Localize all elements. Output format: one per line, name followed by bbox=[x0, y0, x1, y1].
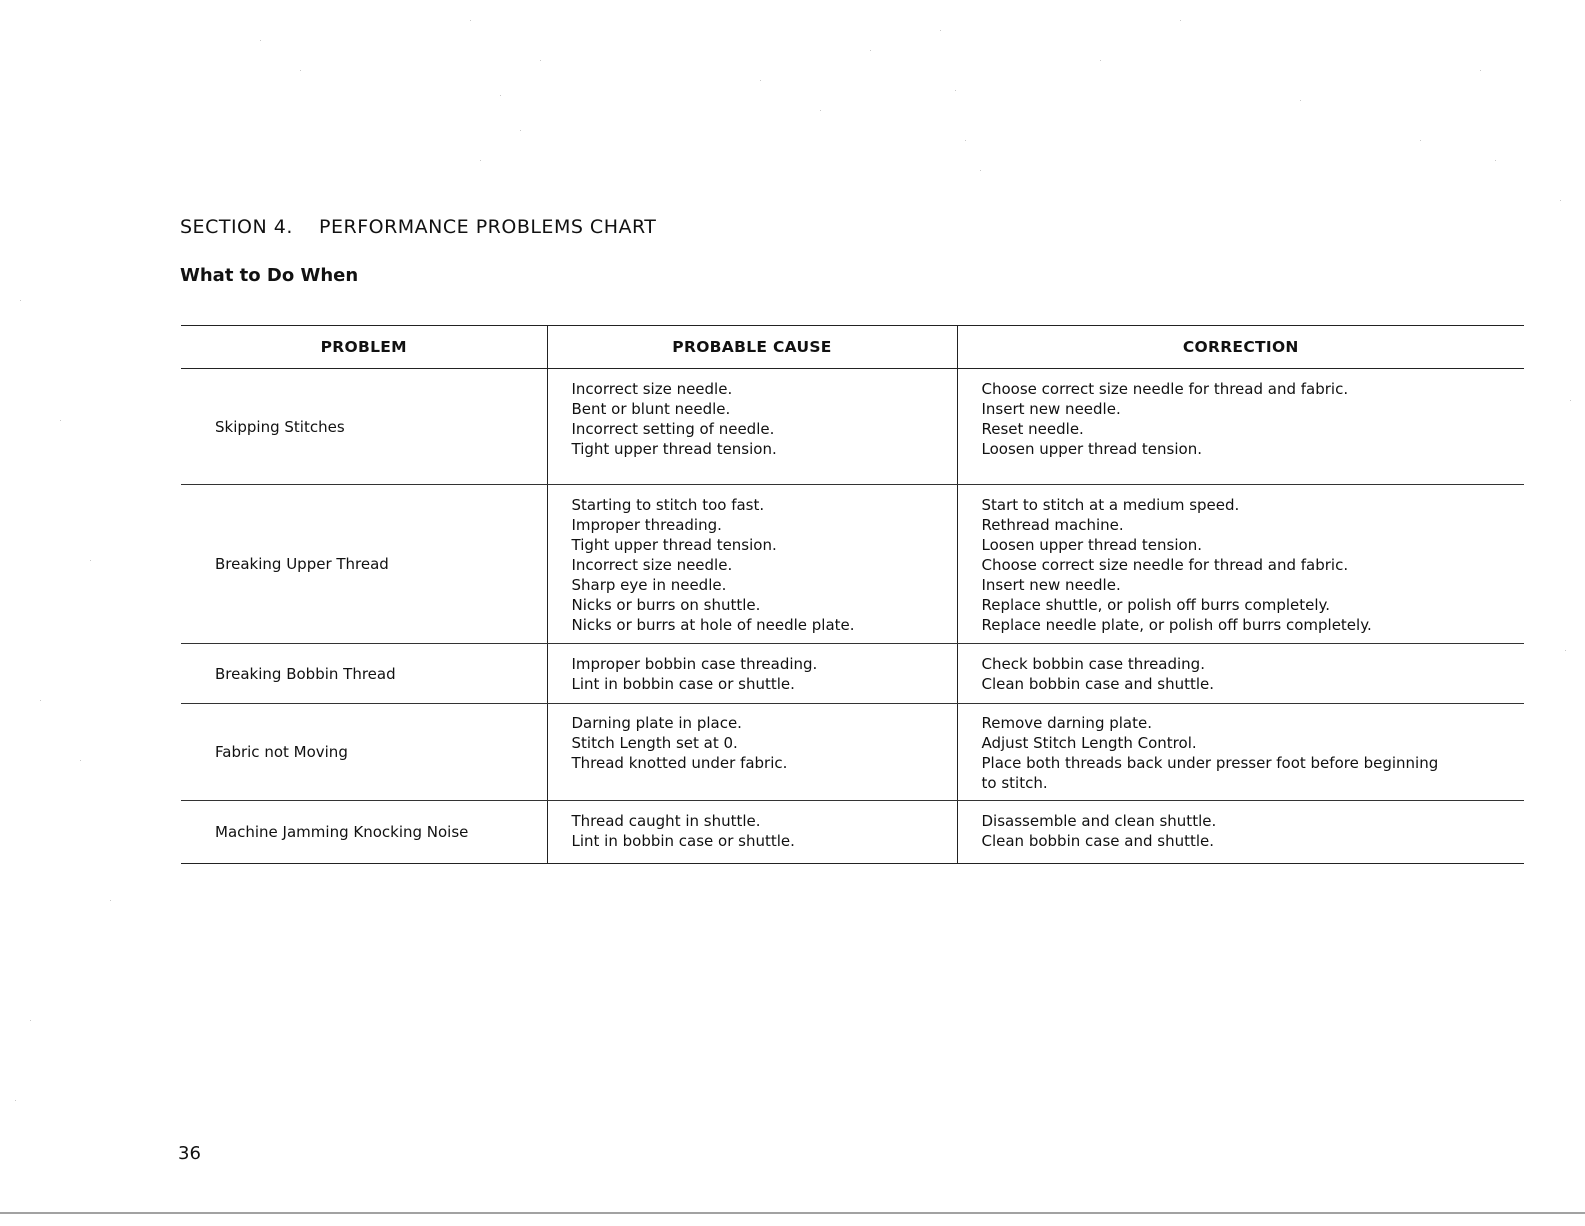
correction-line: Clean bobbin case and shuttle. bbox=[981, 675, 1215, 693]
header-correction: CORRECTION bbox=[957, 326, 1524, 369]
correction-line: Remove darning plate. bbox=[981, 714, 1152, 732]
correction-line: Check bobbin case threading. bbox=[981, 655, 1205, 673]
correction-line: Clean bobbin case and shuttle. bbox=[981, 832, 1215, 850]
cause-cell bbox=[547, 704, 957, 801]
correction-cell bbox=[957, 369, 1524, 485]
cause-cell bbox=[547, 485, 957, 644]
cause-line: Bent or blunt needle. bbox=[571, 400, 731, 418]
correction-line: Reset needle. bbox=[981, 420, 1084, 438]
correction-line: Start to stitch at a medium speed. bbox=[981, 496, 1240, 514]
cause-cell bbox=[547, 801, 957, 864]
cause-line: Tight upper thread tension. bbox=[571, 440, 777, 458]
table-row bbox=[181, 704, 1524, 801]
cause-line: Lint in bobbin case or shuttle. bbox=[571, 832, 795, 850]
cause-line: Improper bobbin case threading. bbox=[571, 655, 818, 673]
header-probable-cause: PROBABLE CAUSE bbox=[547, 326, 957, 369]
problem-cell: Breaking Upper Thread bbox=[181, 485, 547, 644]
cause-line: Incorrect size needle. bbox=[571, 556, 733, 574]
correction-cell bbox=[957, 704, 1524, 801]
problem-cell: Breaking Bobbin Thread bbox=[181, 644, 547, 704]
correction-line: Loosen upper thread tension. bbox=[981, 440, 1202, 458]
problem-cell: Machine Jamming Knocking Noise bbox=[181, 801, 547, 864]
cause-line: Lint in bobbin case or shuttle. bbox=[571, 675, 795, 693]
table-row bbox=[181, 485, 1524, 644]
correction-line: Choose correct size needle for thread and fabric. bbox=[981, 380, 1349, 398]
correction-line: Disassemble and clean shuttle. bbox=[981, 812, 1217, 830]
correction-cell bbox=[957, 485, 1524, 644]
cause-line: Improper threading. bbox=[571, 516, 722, 534]
table-row bbox=[181, 644, 1524, 704]
subtitle: What to Do When bbox=[180, 265, 359, 286]
correction-line: Insert new needle. bbox=[981, 576, 1121, 594]
cause-line: Sharp eye in needle. bbox=[571, 576, 727, 594]
cause-line: Incorrect size needle. bbox=[571, 380, 733, 398]
correction-cell bbox=[957, 644, 1524, 704]
cause-line: Thread caught in shuttle. bbox=[571, 812, 761, 830]
page-number: 36 bbox=[178, 1143, 201, 1164]
correction-line: Adjust Stitch Length Control. bbox=[981, 734, 1197, 752]
header-problem: PROBLEM bbox=[181, 326, 547, 369]
correction-line: Insert new needle. bbox=[981, 400, 1121, 418]
problem-cell: Skipping Stitches bbox=[181, 369, 547, 485]
cause-cell bbox=[547, 369, 957, 485]
performance-problems-table bbox=[181, 325, 1524, 864]
correction-line: Loosen upper thread tension. bbox=[981, 536, 1202, 554]
correction-line: Replace shuttle, or polish off burrs completely. bbox=[981, 596, 1331, 614]
cause-cell bbox=[547, 644, 957, 704]
problem-cell: Fabric not Moving bbox=[181, 704, 547, 801]
correction-line: to stitch. bbox=[981, 774, 1048, 792]
cause-line: Stitch Length set at 0. bbox=[571, 734, 738, 752]
correction-line: Place both threads back under presser foot before beginning bbox=[981, 754, 1439, 772]
correction-line: Choose correct size needle for thread and fabric. bbox=[981, 556, 1349, 574]
cause-line: Tight upper thread tension. bbox=[571, 536, 777, 554]
cause-line: Darning plate in place. bbox=[571, 714, 742, 732]
correction-line: Replace needle plate, or polish off burrs completely. bbox=[981, 616, 1372, 634]
cause-line: Nicks or burrs on shuttle. bbox=[571, 596, 761, 614]
cause-line: Thread knotted under fabric. bbox=[571, 754, 788, 772]
table-header-row bbox=[181, 326, 1524, 369]
correction-cell bbox=[957, 801, 1524, 864]
table-row bbox=[181, 369, 1524, 485]
section-title: SECTION 4. PERFORMANCE PROBLEMS CHART bbox=[180, 216, 657, 238]
cause-line: Starting to stitch too fast. bbox=[571, 496, 765, 514]
cause-line: Nicks or burrs at hole of needle plate. bbox=[571, 616, 855, 634]
correction-line: Rethread machine. bbox=[981, 516, 1124, 534]
table-row bbox=[181, 801, 1524, 864]
cause-line: Incorrect setting of needle. bbox=[571, 420, 775, 438]
